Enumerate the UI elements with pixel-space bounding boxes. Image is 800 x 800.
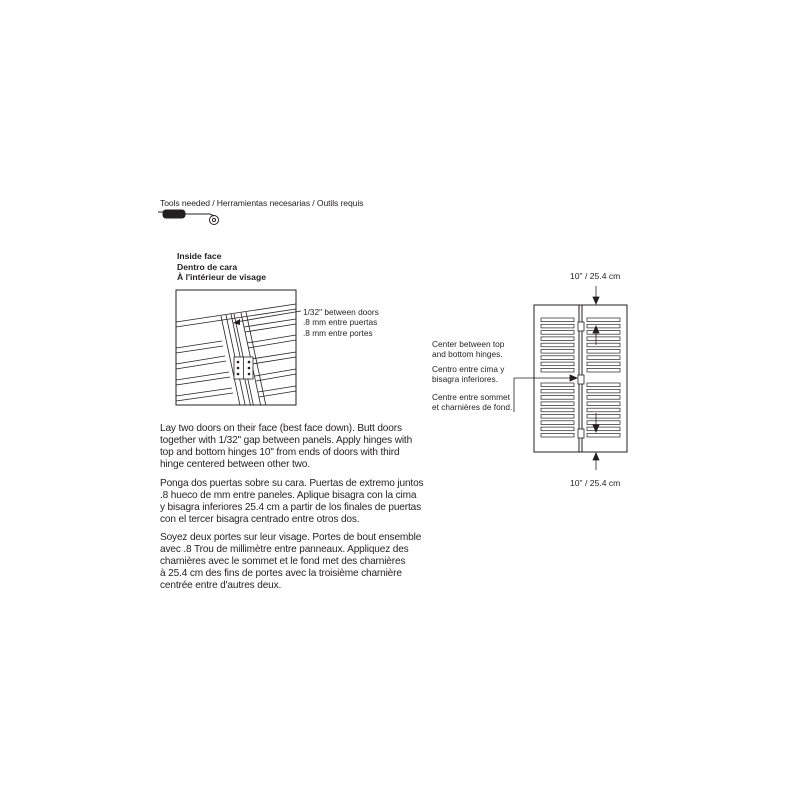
louver-slat xyxy=(541,383,574,387)
louver-slat xyxy=(587,396,620,400)
louver-slat xyxy=(541,396,574,400)
tools-needed-label: Tools needed / Herramientas necesarias / Outils requis xyxy=(160,198,364,208)
louver-slat xyxy=(587,331,620,335)
note-line: Centre entre sommet xyxy=(432,392,510,402)
louver-slat xyxy=(541,318,574,322)
note-line: and bottom hinges. xyxy=(432,349,503,360)
heading-line-fr: À l'intérieur de visage xyxy=(177,272,266,282)
note-line: Centro entre cima y xyxy=(432,364,505,374)
louver-slat xyxy=(541,389,574,393)
louver-slat xyxy=(541,362,574,366)
louver-slat xyxy=(587,383,620,387)
louver-slat xyxy=(587,356,620,360)
louver-slat xyxy=(587,324,620,328)
louver-slat xyxy=(541,402,574,406)
bottom-dimension-label: 10" / 25.4 cm xyxy=(570,478,621,488)
gap-callout-fr: .8 mm entre portes xyxy=(303,327,373,338)
instruction-line: Soyez deux portes sur leur visage. Portes de bout ensemble xyxy=(160,532,422,543)
instruction-line: y bisagra inferiores 25.4 cm a partir de los finales de puertas xyxy=(160,501,421,513)
louver-slat xyxy=(587,433,620,437)
note-line: Center between top xyxy=(432,339,505,349)
instruction-line: avec .8 Trou de millimètre entre panneaux. Appliquez des xyxy=(160,543,409,555)
center-note-en xyxy=(432,339,504,360)
louver-slat xyxy=(541,408,574,412)
louver-slat xyxy=(587,421,620,425)
instruction-line: Ponga dos puertas sobre su cara. Puertas de extremo juntos xyxy=(160,478,424,489)
heading-line-es: Dentro de cara xyxy=(177,261,238,272)
louver-slat xyxy=(541,356,574,360)
instruction-line: Lay two doors on their face (best face down). Butt doors xyxy=(160,423,402,434)
louver-slat xyxy=(541,433,574,437)
louver-slat xyxy=(587,362,620,366)
louver-slat xyxy=(587,408,620,412)
louver-slat xyxy=(587,368,620,372)
instruction-line: con el tercer bisagra centrado entre otros dos. xyxy=(160,513,360,525)
heading-line-en: Inside face xyxy=(177,251,222,261)
louver-slat xyxy=(541,350,574,354)
instruction-line: top and bottom hinges 10" from ends of doors with third xyxy=(160,446,400,458)
instruction-line: charnières avec le sommet et le fond met des charnières xyxy=(160,555,406,567)
instruction-line: together with 1/32" gap between panels. Apply hinges with xyxy=(160,434,413,446)
louver-slat xyxy=(541,427,574,431)
louver-slat xyxy=(541,421,574,425)
instruction-line: à 25.4 cm des fins de portes avec la troisième charnière xyxy=(160,567,402,579)
top-dimension-label: 10" / 25.4 cm xyxy=(570,271,621,281)
louver-slat xyxy=(587,343,620,347)
note-line: et charnières de fond. xyxy=(432,402,513,413)
instruction-line: hinge centered between other two. xyxy=(160,458,310,470)
gap-callout-en: 1/32" between doors xyxy=(303,307,379,317)
louver-slat xyxy=(541,343,574,347)
note-line: bisagra inferiores. xyxy=(432,374,498,385)
center-note-es xyxy=(432,364,504,385)
louver-slat xyxy=(541,368,574,372)
louver-slat xyxy=(587,389,620,393)
louver-slat xyxy=(587,415,620,419)
instruction-line: centrée entre d'autres deux. xyxy=(160,579,282,591)
gap-callout-es: .8 mm entre puertas xyxy=(303,317,378,328)
instruction-line: .8 hueco de mm entre paneles. Aplique bisagra con la cima xyxy=(160,489,417,501)
louver-slat xyxy=(587,337,620,341)
louver-slat xyxy=(541,331,574,335)
louver-slat xyxy=(541,415,574,419)
louver-slat xyxy=(587,350,620,354)
louver-slat xyxy=(541,337,574,341)
louver-slat xyxy=(587,427,620,431)
louver-slat xyxy=(587,318,620,322)
louver-slat xyxy=(541,324,574,328)
dimension-arrows xyxy=(514,286,599,470)
center-note-fr xyxy=(432,392,512,413)
louver-slat xyxy=(587,402,620,406)
